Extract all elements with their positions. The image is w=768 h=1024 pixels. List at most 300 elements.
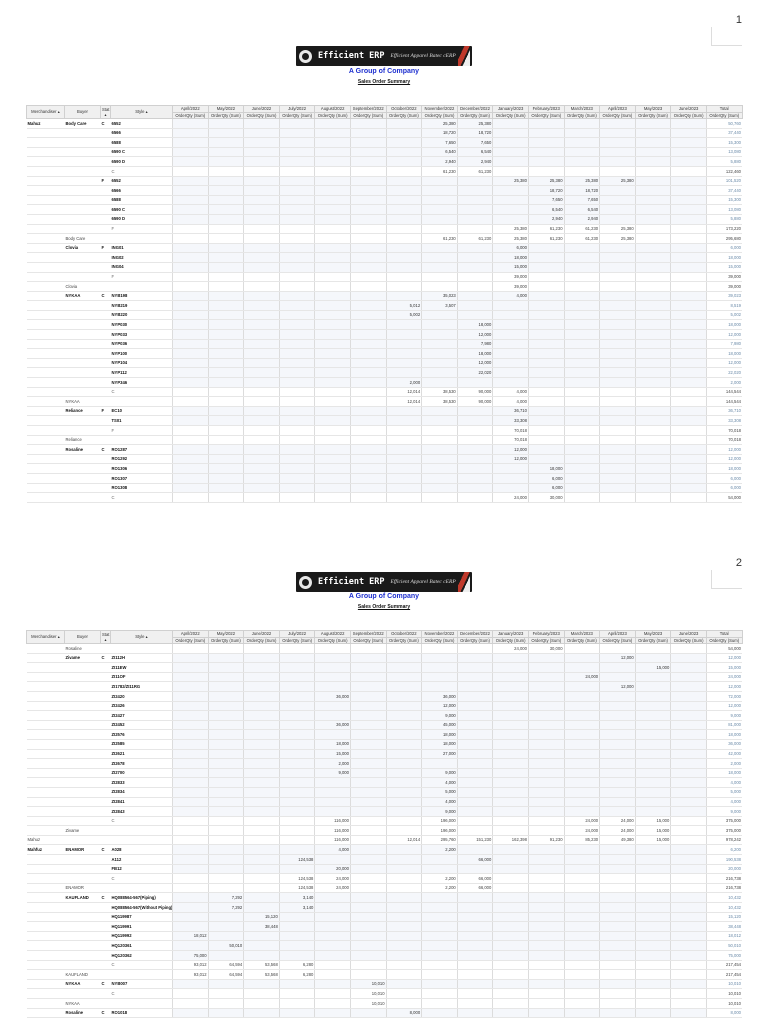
qty-cell: 196,000 bbox=[422, 816, 458, 826]
qty-cell bbox=[635, 186, 671, 196]
qty-cell bbox=[315, 787, 351, 797]
qty-cell bbox=[457, 951, 493, 961]
qty-cell: 66,000 bbox=[457, 855, 493, 865]
style-cell: 6590 C bbox=[111, 147, 173, 157]
qty-cell: 75,000 bbox=[173, 951, 209, 961]
qty-cell bbox=[564, 147, 600, 157]
qty-cell bbox=[315, 998, 351, 1008]
qty-cell bbox=[386, 903, 422, 913]
stat-cell bbox=[101, 224, 111, 234]
stat-cell bbox=[101, 195, 111, 205]
qty-cell bbox=[350, 176, 386, 186]
qty-cell: 49,380 bbox=[600, 835, 636, 845]
column-header-style[interactable] bbox=[111, 106, 173, 119]
qty-cell bbox=[564, 855, 600, 865]
buyer-cell bbox=[65, 186, 101, 196]
qty-cell bbox=[386, 979, 422, 989]
qty-cell bbox=[350, 931, 386, 941]
qty-cell bbox=[635, 435, 671, 445]
qty-cell bbox=[564, 912, 600, 922]
qty-cell bbox=[386, 483, 422, 493]
qty-cell bbox=[386, 243, 422, 253]
qty-cell bbox=[493, 186, 529, 196]
merchandiser-cell bbox=[27, 903, 65, 913]
qty-cell bbox=[457, 378, 493, 388]
qty-cell bbox=[564, 922, 600, 932]
qty-cell bbox=[528, 138, 564, 148]
qty-cell bbox=[671, 262, 707, 272]
qty-cell bbox=[528, 701, 564, 711]
buyer-cell bbox=[65, 378, 101, 388]
qty-cell bbox=[600, 195, 636, 205]
qty-cell bbox=[671, 272, 707, 282]
qty-cell bbox=[528, 653, 564, 663]
qty-cell: 196,000 bbox=[422, 826, 458, 836]
table-row bbox=[27, 701, 743, 711]
qty-cell bbox=[422, 864, 458, 874]
style-cell: 6552 bbox=[111, 176, 173, 186]
qty-cell bbox=[457, 931, 493, 941]
qty-cell: 4,000 bbox=[493, 387, 529, 397]
total-cell: 39,000 bbox=[706, 272, 742, 282]
table-row bbox=[27, 214, 743, 224]
qty-cell bbox=[386, 272, 422, 282]
qty-cell bbox=[244, 864, 280, 874]
qty-cell bbox=[635, 358, 671, 368]
qty-cell bbox=[600, 157, 636, 167]
qty-cell: 18,720 bbox=[564, 186, 600, 196]
qty-cell: 25,380 bbox=[600, 234, 636, 244]
qty-cell bbox=[279, 406, 315, 416]
qty-cell bbox=[386, 931, 422, 941]
qty-cell bbox=[671, 768, 707, 778]
qty-cell bbox=[208, 473, 244, 483]
qty-cell bbox=[386, 426, 422, 436]
qty-cell bbox=[173, 701, 209, 711]
qty-cell bbox=[386, 358, 422, 368]
qty-cell bbox=[422, 483, 458, 493]
qty-cell bbox=[244, 768, 280, 778]
qty-cell bbox=[208, 157, 244, 167]
qty-cell bbox=[457, 253, 493, 263]
qty-cell bbox=[457, 845, 493, 855]
qty-cell: 38,448 bbox=[244, 922, 280, 932]
month-header: March/2023 bbox=[564, 631, 600, 638]
stat-cell bbox=[101, 426, 111, 436]
style-cell: 6590 D bbox=[111, 157, 173, 167]
qty-cell bbox=[635, 282, 671, 292]
qty-cell bbox=[208, 339, 244, 349]
qty-cell bbox=[671, 749, 707, 759]
measure-header: OrderQty (Sum) bbox=[457, 637, 493, 644]
qty-cell bbox=[173, 464, 209, 474]
qty-cell bbox=[671, 835, 707, 845]
qty-cell bbox=[635, 454, 671, 464]
measure-header: OrderQty (Sum) bbox=[600, 637, 636, 644]
qty-cell bbox=[173, 186, 209, 196]
stat-cell bbox=[101, 349, 111, 359]
qty-cell bbox=[600, 855, 636, 865]
qty-cell bbox=[422, 445, 458, 455]
column-header-merchandiser[interactable] bbox=[27, 106, 65, 119]
qty-cell bbox=[493, 720, 529, 730]
qty-cell bbox=[635, 128, 671, 138]
buyer-cell: NYKAA bbox=[65, 291, 101, 301]
qty-cell bbox=[528, 416, 564, 426]
qty-cell bbox=[422, 960, 458, 970]
qty-cell bbox=[244, 903, 280, 913]
qty-cell bbox=[244, 653, 280, 663]
qty-cell bbox=[422, 243, 458, 253]
merchandiser-cell bbox=[27, 406, 65, 416]
qty-cell bbox=[671, 397, 707, 407]
qty-cell bbox=[279, 826, 315, 836]
merchandiser-cell: Mahuz bbox=[27, 119, 65, 129]
stat-cell: F bbox=[101, 243, 111, 253]
qty-cell bbox=[671, 435, 707, 445]
qty-cell bbox=[493, 970, 529, 980]
qty-cell bbox=[671, 330, 707, 340]
qty-cell bbox=[635, 903, 671, 913]
report-title: Sales Order Summary bbox=[357, 79, 411, 85]
qty-cell bbox=[279, 397, 315, 407]
qty-cell bbox=[564, 874, 600, 884]
qty-cell bbox=[173, 454, 209, 464]
qty-cell bbox=[457, 979, 493, 989]
qty-cell bbox=[208, 195, 244, 205]
style-cell bbox=[111, 234, 173, 244]
qty-cell bbox=[350, 663, 386, 673]
qty-cell bbox=[422, 903, 458, 913]
measure-header: OrderQty (Sum) bbox=[350, 637, 386, 644]
merchandiser-cell bbox=[27, 358, 65, 368]
column-header-label: Merchandiser bbox=[31, 109, 57, 115]
qty-cell bbox=[564, 1008, 600, 1018]
qty-cell bbox=[350, 653, 386, 663]
qty-cell bbox=[244, 282, 280, 292]
qty-cell bbox=[528, 816, 564, 826]
qty-cell bbox=[208, 787, 244, 797]
stat-cell bbox=[101, 663, 111, 673]
qty-cell bbox=[600, 759, 636, 769]
qty-cell bbox=[671, 483, 707, 493]
qty-cell bbox=[244, 807, 280, 817]
qty-cell bbox=[528, 282, 564, 292]
qty-cell bbox=[350, 691, 386, 701]
qty-cell bbox=[244, 1008, 280, 1018]
qty-cell bbox=[457, 272, 493, 282]
qty-cell bbox=[671, 941, 707, 951]
column-header-label: Stat bbox=[102, 106, 110, 112]
qty-cell bbox=[279, 205, 315, 215]
qty-cell bbox=[350, 358, 386, 368]
qty-cell bbox=[600, 874, 636, 884]
qty-cell bbox=[635, 397, 671, 407]
qty-cell bbox=[671, 445, 707, 455]
table-row bbox=[27, 358, 743, 368]
qty-cell bbox=[493, 807, 529, 817]
subtotal-row bbox=[27, 435, 743, 445]
qty-cell bbox=[564, 454, 600, 464]
style-cell: C bbox=[111, 816, 173, 826]
table-row bbox=[27, 653, 743, 663]
qty-cell bbox=[600, 406, 636, 416]
qty-cell bbox=[350, 970, 386, 980]
qty-cell bbox=[493, 330, 529, 340]
qty-cell: 9,000 bbox=[315, 768, 351, 778]
qty-cell bbox=[386, 759, 422, 769]
qty-cell: 12,000 bbox=[600, 653, 636, 663]
qty-cell bbox=[600, 663, 636, 673]
style-cell: ZI2420 bbox=[111, 691, 173, 701]
total-cell: 20,000 bbox=[706, 864, 742, 874]
qty-cell bbox=[173, 166, 209, 176]
qty-cell bbox=[315, 682, 351, 692]
month-header: April/2023 bbox=[600, 106, 636, 113]
gear-icon bbox=[299, 50, 312, 63]
qty-cell bbox=[493, 922, 529, 932]
sort-up-icon: ▴ bbox=[104, 637, 107, 642]
measure-header: OrderQty (Sum) bbox=[671, 112, 707, 119]
stat-cell bbox=[101, 138, 111, 148]
month-header: December/2022 bbox=[457, 106, 493, 113]
measure-header: OrderQty (Sum) bbox=[528, 112, 564, 119]
qty-cell bbox=[244, 320, 280, 330]
qty-cell bbox=[386, 454, 422, 464]
qty-cell bbox=[457, 195, 493, 205]
qty-cell bbox=[493, 883, 529, 893]
qty-cell bbox=[493, 368, 529, 378]
qty-cell bbox=[600, 320, 636, 330]
table-row bbox=[27, 855, 743, 865]
qty-cell bbox=[279, 330, 315, 340]
total-cell: 37,440 bbox=[706, 186, 742, 196]
table-row bbox=[27, 147, 743, 157]
qty-cell: 61,230 bbox=[528, 234, 564, 244]
qty-cell: 36,710 bbox=[493, 406, 529, 416]
qty-cell bbox=[244, 711, 280, 721]
qty-cell bbox=[208, 330, 244, 340]
style-cell: ZI2678 bbox=[111, 759, 173, 769]
style-cell: 6552 bbox=[111, 119, 173, 129]
qty-cell bbox=[671, 864, 707, 874]
style-cell: ZI1782/ZI11RG bbox=[111, 682, 173, 692]
merchandiser-cell bbox=[27, 320, 65, 330]
qty-cell bbox=[173, 979, 209, 989]
table-row bbox=[27, 464, 743, 474]
qty-cell bbox=[350, 749, 386, 759]
qty-cell bbox=[350, 807, 386, 817]
qty-cell bbox=[635, 874, 671, 884]
column-header-stat[interactable] bbox=[101, 106, 111, 119]
qty-cell: 6,280 bbox=[279, 960, 315, 970]
qty-cell bbox=[600, 672, 636, 682]
merchandiser-cell bbox=[27, 711, 65, 721]
qty-cell bbox=[422, 435, 458, 445]
qty-cell bbox=[279, 951, 315, 961]
merchandiser-cell bbox=[27, 473, 65, 483]
qty-cell bbox=[600, 483, 636, 493]
qty-cell bbox=[422, 454, 458, 464]
merchandiser-cell bbox=[27, 147, 65, 157]
qty-cell bbox=[457, 816, 493, 826]
qty-cell bbox=[671, 128, 707, 138]
qty-cell bbox=[600, 903, 636, 913]
measure-header: OrderQty (Sum) bbox=[173, 112, 209, 119]
qty-cell bbox=[350, 644, 386, 654]
style-cell: FB12 bbox=[111, 864, 173, 874]
qty-cell: 66,000 bbox=[457, 883, 493, 893]
qty-cell bbox=[635, 205, 671, 215]
qty-cell bbox=[457, 682, 493, 692]
qty-cell bbox=[600, 445, 636, 455]
qty-cell bbox=[315, 672, 351, 682]
qty-cell bbox=[350, 378, 386, 388]
qty-cell bbox=[350, 701, 386, 711]
qty-cell bbox=[173, 406, 209, 416]
qty-cell bbox=[173, 195, 209, 205]
qty-cell bbox=[386, 739, 422, 749]
qty-cell bbox=[600, 358, 636, 368]
qty-cell bbox=[244, 826, 280, 836]
qty-cell bbox=[493, 119, 529, 129]
qty-cell: 18,720 bbox=[422, 128, 458, 138]
qty-cell bbox=[244, 701, 280, 711]
qty-cell bbox=[600, 397, 636, 407]
qty-cell bbox=[671, 653, 707, 663]
qty-cell bbox=[173, 998, 209, 1008]
qty-cell bbox=[600, 941, 636, 951]
qty-cell: 24,000 bbox=[493, 644, 529, 654]
style-cell: RO1287 bbox=[111, 445, 173, 455]
merchandiser-cell bbox=[27, 759, 65, 769]
style-cell: ZI11OF bbox=[111, 672, 173, 682]
table-row bbox=[27, 691, 743, 701]
column-header-merchandiser[interactable] bbox=[27, 631, 65, 644]
total-cell: 8,000 bbox=[706, 1008, 742, 1018]
qty-cell: 93,012 bbox=[173, 970, 209, 980]
qty-cell bbox=[315, 426, 351, 436]
qty-cell bbox=[493, 778, 529, 788]
total-cell: 9,000 bbox=[706, 711, 742, 721]
brand-tagline: Efficient Apparel Batec cERP bbox=[390, 53, 456, 59]
qty-cell bbox=[493, 893, 529, 903]
qty-cell bbox=[173, 138, 209, 148]
qty-cell bbox=[528, 787, 564, 797]
merchandiser-cell bbox=[27, 166, 65, 176]
subtotal-row bbox=[27, 426, 743, 436]
qty-cell bbox=[386, 682, 422, 692]
qty-cell bbox=[173, 262, 209, 272]
qty-cell bbox=[422, 1008, 458, 1018]
table-row bbox=[27, 768, 743, 778]
qty-cell bbox=[244, 138, 280, 148]
qty-cell bbox=[457, 301, 493, 311]
qty-cell bbox=[600, 128, 636, 138]
total-cell: 18,000 bbox=[706, 768, 742, 778]
qty-cell bbox=[564, 387, 600, 397]
table-row bbox=[27, 243, 743, 253]
stat-cell bbox=[101, 320, 111, 330]
qty-cell bbox=[422, 282, 458, 292]
style-cell bbox=[111, 644, 173, 654]
qty-cell bbox=[244, 778, 280, 788]
qty-cell bbox=[600, 138, 636, 148]
qty-cell bbox=[493, 864, 529, 874]
table-row bbox=[27, 310, 743, 320]
brand-name: Efficient ERP bbox=[318, 51, 385, 61]
total-cell: 216,738 bbox=[706, 883, 742, 893]
qty-cell bbox=[350, 320, 386, 330]
qty-cell bbox=[208, 672, 244, 682]
total-cell: 50,760 bbox=[706, 119, 742, 129]
table-row bbox=[27, 807, 743, 817]
qty-cell bbox=[493, 845, 529, 855]
qty-cell bbox=[564, 483, 600, 493]
qty-cell bbox=[528, 387, 564, 397]
qty-cell: 5,000 bbox=[422, 787, 458, 797]
style-cell: RO1306 bbox=[111, 464, 173, 474]
style-cell: A112 bbox=[111, 855, 173, 865]
qty-cell bbox=[208, 759, 244, 769]
total-cell: 5,002 bbox=[706, 310, 742, 320]
qty-cell: 18,000 bbox=[422, 739, 458, 749]
stat-cell bbox=[101, 912, 111, 922]
qty-cell bbox=[208, 138, 244, 148]
merchandiser-cell bbox=[27, 979, 65, 989]
column-header-style[interactable] bbox=[111, 631, 173, 644]
qty-cell bbox=[564, 787, 600, 797]
buyer-cell bbox=[65, 874, 101, 884]
qty-cell: 10,010 bbox=[350, 979, 386, 989]
qty-cell bbox=[528, 358, 564, 368]
qty-cell bbox=[208, 1008, 244, 1018]
column-header-buyer[interactable] bbox=[65, 106, 101, 119]
style-cell: ZI2576 bbox=[111, 730, 173, 740]
merchandiser-cell bbox=[27, 310, 65, 320]
style-cell: ZI2426 bbox=[111, 701, 173, 711]
qty-cell bbox=[208, 998, 244, 1008]
qty-cell: 2,940 bbox=[564, 214, 600, 224]
qty-cell bbox=[635, 893, 671, 903]
qty-cell: 12,000 bbox=[493, 445, 529, 455]
qty-cell: 15,000 bbox=[635, 826, 671, 836]
qty-cell bbox=[635, 682, 671, 692]
subtotal-row bbox=[27, 960, 743, 970]
qty-cell bbox=[528, 989, 564, 999]
qty-cell bbox=[564, 493, 600, 503]
merchandiser-cell bbox=[27, 224, 65, 234]
qty-cell bbox=[528, 166, 564, 176]
qty-cell bbox=[528, 435, 564, 445]
total-cell: 81,000 bbox=[706, 720, 742, 730]
qty-cell bbox=[244, 224, 280, 234]
qty-cell bbox=[315, 960, 351, 970]
stat-cell bbox=[101, 720, 111, 730]
measure-header: OrderQty (Sum) bbox=[279, 112, 315, 119]
column-header-stat[interactable] bbox=[101, 631, 111, 644]
qty-cell bbox=[173, 224, 209, 234]
qty-cell: 22,020 bbox=[457, 368, 493, 378]
column-header-buyer[interactable] bbox=[65, 631, 101, 644]
qty-cell: 12,000 bbox=[493, 454, 529, 464]
qty-cell bbox=[244, 739, 280, 749]
qty-cell bbox=[173, 157, 209, 167]
qty-cell bbox=[386, 320, 422, 330]
qty-cell bbox=[173, 493, 209, 503]
qty-cell bbox=[564, 330, 600, 340]
buyer-cell: KAUFLAND bbox=[65, 893, 101, 903]
